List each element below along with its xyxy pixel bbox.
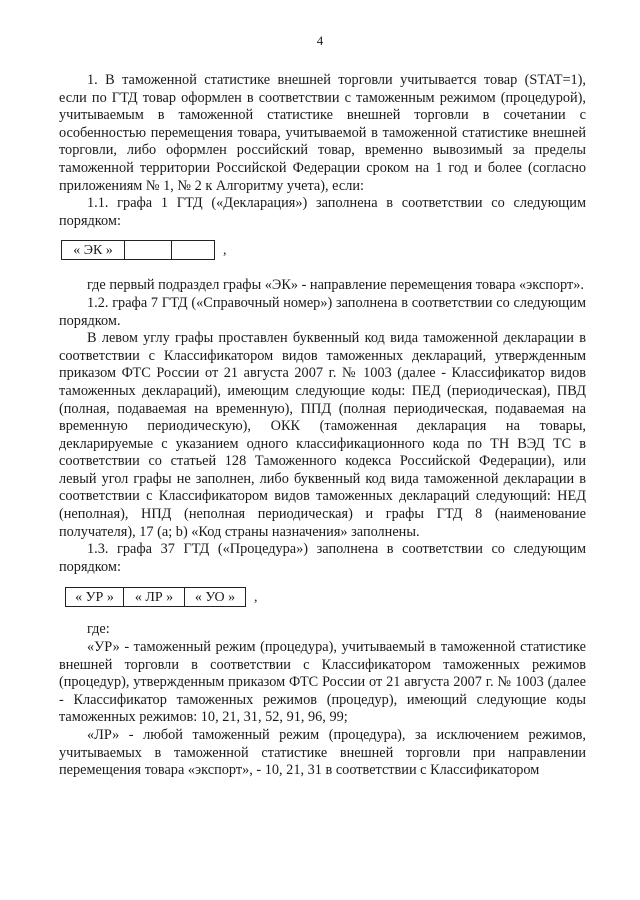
box-comma: ,	[254, 590, 258, 606]
form-field-1-boxes	[61, 238, 586, 260]
paragraph-1: 1. В таможенной статистике внешней торговли учитывается товар (STAT=1), если по ГТД товар оформлен в соответствии с таможенным режимом (процедурой), учитываемым в таможенной статистике внешней торговли в сочетании с особенностью перемещения товара, учитываемой в таможенной статистике внешней торговли, либо оформлен российский товар, временно вывозимый за пределы таможенной территории Российской Федерации сроком на 1 год и более (согласно приложениям № 1, № 2 к Алгоритму учета), если:	[59, 72, 586, 194]
box-cell-uo: « УО »	[185, 587, 246, 607]
box-cell-ek: « ЭК »	[61, 240, 125, 260]
paragraph-1-3: 1.3. графа 37 ГТД («Процедура») заполнена в соответствии со следующим порядком:	[59, 541, 586, 575]
where-label: где:	[87, 621, 110, 638]
lr-definition: «ЛР» - любой таможенный режим (процедура), за исключением режимов, учитываемых в таможенной статистике внешней торговли при направлении перемещения товара «экспорт», - 10, 21, 31 в соответствии с Классификатором	[59, 727, 586, 779]
paragraph-1-2-body: В левом углу графы проставлен буквенный код вида таможенной декларации в соответствии с Классификатором видов таможенных деклараций, утвержденным приказом ФТС России от 21 августа 2007 г. № 1003 (далее - Классификатор видов таможенных деклараций), имеющим следующие коды: ПЕД (периодическая), ПВД (полная, подаваемая на временную), ППД (полная периодическая, подаваемая на временную периодическую), ОКК (таможенная декларация на товары, декларируемые с указанием одного классификационного кода по ТН ВЭД ТС в соответствии со статьей 128 Таможенного кодекса Российской Федерации), или левый угол графы не заполнен, либо буквенный код вида таможенной декларации в соответствии с Классификатором видов таможенных деклараций следующий: НЕД (неполная), НПД (неполная периодическая) и графы ГТД 8 (наименование получателя), 17 (a; b) «Код страны назначения» заполнены.	[59, 330, 586, 540]
box-cell-empty-1	[125, 240, 172, 260]
paragraph-1-2: 1.2. графа 7 ГТД («Справочный номер») заполнена в соответствии со следующим порядком.	[59, 294, 586, 329]
paragraph-1-1-note: где первый подраздел графы «ЭК» - направление перемещения товара «экспорт».	[87, 277, 584, 294]
box-cell-lr: « ЛР »	[124, 587, 185, 607]
ur-definition: «УР» - таможенный режим (процедура), учитываемый в таможенной статистике внешней торговли в соответствии с Классификатором таможенных режимов (процедур), утвержденным приказом ФТС России от 21 августа 2007 г. № 1003 (далее - Классификатор таможенных режимов (процедур), имеющий следующие коды таможенных режимов: 10, 21, 31, 52, 91, 96, 99;	[59, 639, 586, 726]
box-cell-ur: « УР »	[65, 587, 124, 607]
box-cell-empty-2	[172, 240, 215, 260]
paragraph-1-1: 1.1. графа 1 ГТД («Декларация») заполнена в соответствии со следующим порядком:	[59, 195, 586, 229]
document-body	[59, 72, 586, 780]
form-field-37-boxes	[65, 585, 586, 607]
page-number: 4	[316, 33, 324, 48]
box-comma: ,	[223, 243, 227, 259]
